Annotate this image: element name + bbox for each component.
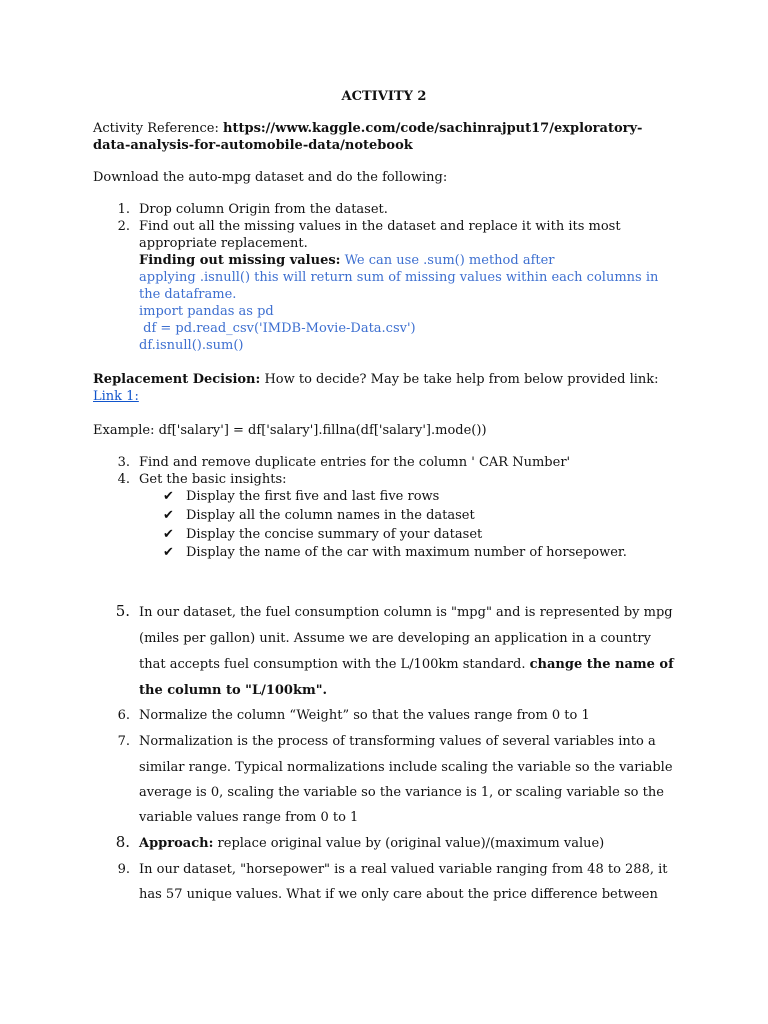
finding-text: the dataframe.: [139, 287, 237, 302]
list-number: 2.: [117, 219, 130, 234]
replacement-line: [93, 371, 659, 388]
list-number: 8.: [115, 833, 130, 851]
list-item-text: Normalization is the process of transforming values of several variables into a: [139, 734, 656, 749]
check-icon: ✔: [163, 527, 174, 542]
replacement-text: How to decide? May be take help from below provided link:: [264, 372, 659, 387]
finding-label: Finding out missing values:: [139, 253, 341, 268]
list-item-text: Normalize the column “Weight” so that the values range from 0 to 1: [139, 708, 590, 723]
reference-line: [93, 120, 642, 137]
insight-item: Display the first five and last five rows: [186, 489, 440, 504]
list-number: 9.: [117, 862, 130, 877]
approach-label: Approach:: [139, 836, 214, 851]
reference-url-part2[interactable]: data-analysis-for-automobile-data/notebook: [93, 138, 413, 153]
insight-item: Display the concise summary of your dataset: [186, 527, 483, 542]
example-text: Example: df['salary'] = df['salary'].fillna(df['salary'].mode()): [93, 423, 487, 438]
list-item-text: Drop column Origin from the dataset.: [139, 202, 388, 217]
code-line: df = pd.read_csv('IMDB-Movie-Data.csv'): [139, 321, 416, 336]
code-line: df.isnull().sum(): [139, 338, 244, 353]
list-item-emphasis: the column to "L/100km".: [139, 683, 328, 698]
list-number: 6.: [117, 708, 130, 723]
list-item-text: average is 0, scaling the variable so the variance is 1, or scaling variable so the: [139, 785, 664, 800]
list-item-text: has 57 unique values. What if we only care about the price difference between: [139, 887, 658, 902]
list-item-text: that accepts fuel consumption with the L/100km standard.: [139, 657, 526, 672]
reference-label: Activity Reference:: [93, 121, 219, 136]
list-number: 3.: [117, 455, 130, 470]
finding-text: applying .isnull() this will return sum of missing values within each columns in: [139, 270, 659, 285]
code-line: import pandas as pd: [139, 304, 274, 319]
insight-item: Display the name of the car with maximum number of horsepower.: [186, 545, 627, 560]
list-number: 7.: [117, 734, 130, 749]
list-item-line: [139, 656, 674, 673]
list-item-line: [139, 835, 604, 852]
list-number: 5.: [115, 602, 130, 620]
check-icon: ✔: [163, 489, 174, 504]
reference-url-part1[interactable]: https://www.kaggle.com/code/sachinrajput17/exploratory-: [223, 121, 643, 136]
finding-text: We can use .sum() method after: [344, 253, 555, 268]
list-item-text: In our dataset, "horsepower" is a real valued variable ranging from 48 to 288, it: [139, 862, 668, 877]
list-item-text: Find out all the missing values in the dataset and replace it with its most: [139, 219, 621, 234]
list-number: 4.: [117, 472, 130, 487]
insight-item: Display all the column names in the dataset: [186, 508, 475, 523]
link-1[interactable]: Link 1:: [93, 389, 139, 404]
check-icon: ✔: [163, 508, 174, 523]
list-item-text: similar range. Typical normalizations include scaling the variable so the variable: [139, 760, 673, 775]
check-icon: ✔: [163, 545, 174, 560]
list-item-text: appropriate replacement.: [139, 236, 308, 251]
list-item-text: variable values range from 0 to 1: [139, 810, 359, 825]
finding-line: [139, 252, 555, 269]
list-item-text: Find and remove duplicate entries for the column ' CAR Number': [139, 455, 571, 470]
replacement-label: Replacement Decision:: [93, 372, 261, 387]
page-title: ACTIVITY 2: [341, 89, 427, 104]
list-number: 1.: [117, 202, 130, 217]
list-item-text: replace original value by (original value)/(maximum value): [217, 836, 605, 851]
list-item-text: Get the basic insights:: [139, 472, 287, 487]
intro-text: Download the auto-mpg dataset and do the following:: [93, 170, 448, 185]
list-item-text: (miles per gallon) unit. Assume we are developing an application in a country: [139, 631, 651, 646]
list-item-emphasis: change the name of: [529, 657, 674, 672]
list-item-text: In our dataset, the fuel consumption column is "mpg" and is represented by mpg: [139, 605, 673, 620]
